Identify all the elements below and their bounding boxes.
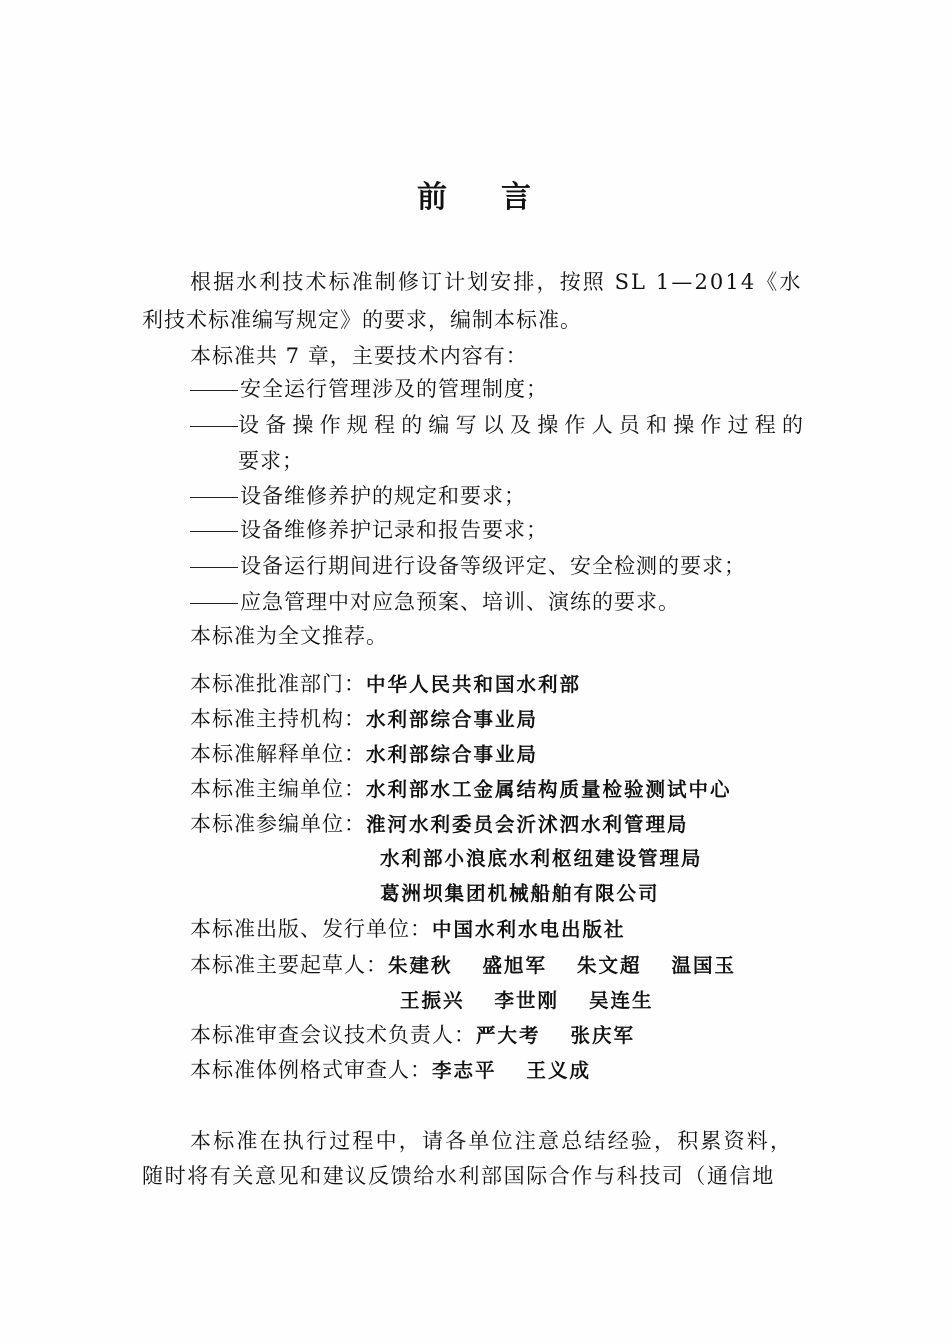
reviewer-name: 严大考 — [476, 1024, 541, 1047]
publisher-label: 本标准出版、发行单位： — [190, 917, 432, 941]
participate-row — [190, 810, 689, 839]
drafter-name: 朱文超 — [577, 954, 642, 977]
review-label: 本标准审查会议技术负责人： — [190, 1023, 476, 1047]
format-reviewer-name: 王义成 — [526, 1059, 592, 1082]
page-title — [0, 172, 950, 216]
list-item: 设备操作规程的编写以及操作人员和操作过程的 — [190, 411, 809, 439]
format-review-row — [190, 1056, 591, 1085]
format-reviewer-name: 李志平 — [432, 1059, 497, 1082]
drafter-name: 朱建秋 — [388, 954, 453, 977]
chief-label: 本标准主编单位： — [190, 777, 366, 801]
host-label: 本标准主持机构： — [190, 707, 366, 731]
list-item: 安全运行管理涉及的管理制度； — [190, 375, 548, 403]
chapters-intro: 本标准共 7 章，主要技术内容有： — [190, 344, 528, 368]
interpret-label: 本标准解释单位： — [190, 742, 366, 766]
list-item: 设备运行期间进行设备等级评定、安全检测的要求； — [190, 552, 746, 580]
drafter-name: 吴连生 — [589, 989, 654, 1012]
approval-value: 中华人民共和国水利部 — [366, 673, 582, 696]
publisher-value: 中国水利水电出版社 — [432, 918, 626, 941]
chief-value: 水利部水工金属结构质量检验测试中心 — [366, 778, 732, 801]
drafters-row — [190, 951, 736, 980]
host-row — [190, 705, 538, 734]
list-item: 设备维修养护的规定和要求； — [190, 482, 526, 510]
approval-label: 本标准批准部门： — [190, 672, 366, 696]
format-label: 本标准体例格式审查人： — [190, 1058, 432, 1082]
drafter-name: 王振兴 — [400, 989, 465, 1012]
host-value: 水利部综合事业局 — [366, 708, 539, 731]
participate-label: 本标准参编单位： — [190, 812, 366, 836]
chief-editor-row — [190, 775, 732, 804]
participate-value-1: 淮河水利委员会沂沭泗水利管理局 — [366, 813, 689, 836]
drafters-row-2 — [400, 986, 654, 1015]
intro-line-2: 利技术标准编写规定》的要求，编制本标准。 — [142, 308, 582, 332]
list-item-continuation: 要求； — [238, 449, 304, 473]
drafters-label: 本标准主要起草人： — [190, 953, 388, 977]
reviewer-name: 张庆军 — [570, 1024, 636, 1047]
interpret-value: 水利部综合事业局 — [366, 743, 539, 766]
drafter-name: 盛旭军 — [482, 954, 548, 977]
participate-value-2: 水利部小浪底水利枢纽建设管理局 — [380, 847, 703, 870]
title-char-1: 前 — [417, 180, 449, 215]
publisher-row — [190, 915, 626, 944]
title-char-2: 言 — [501, 180, 533, 215]
closing-line-1: 本标准在执行过程中，请各单位注意总结经验，积累资料， — [190, 1129, 794, 1153]
drafter-name: 温国玉 — [671, 954, 737, 977]
participate-value-3: 葛洲坝集团机械船舶有限公司 — [380, 882, 660, 905]
drafter-name: 李世刚 — [494, 989, 560, 1012]
intro-text-1: 根据水利技术标准制修订计划安排，按照 SL 1—2014《水 — [190, 270, 803, 294]
interpret-row — [190, 740, 538, 769]
intro-line-1 — [190, 268, 806, 296]
list-item: 应急管理中对应急预案、培训、演练的要求。 — [190, 588, 680, 616]
closing-line-2: 随时将有关意见和建议反馈给水利部国际合作与科技司（通信地 — [142, 1164, 775, 1188]
list-item: 设备维修养护记录和报告要求； — [190, 516, 548, 544]
recommend-text: 本标准为全文推荐。 — [190, 624, 388, 648]
approval-row — [190, 670, 581, 699]
review-row — [190, 1021, 635, 1050]
